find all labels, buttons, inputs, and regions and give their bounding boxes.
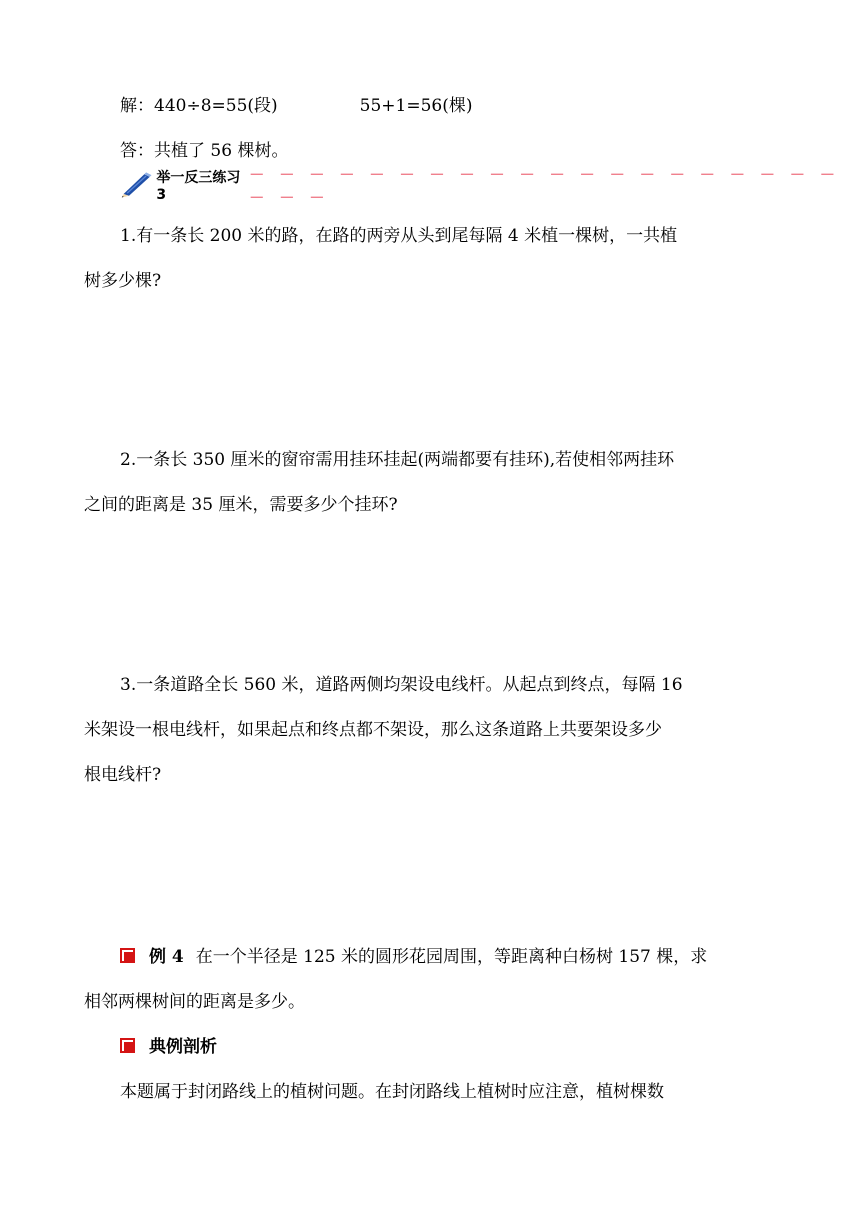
solution-division: 解：440÷8=55(段)	[120, 96, 278, 116]
example-4-label: 例 4	[149, 947, 184, 967]
analysis-line-1: 本题属于封闭路线上的植树问题。在封闭路线上植树时应注意，植树棵数	[120, 1082, 664, 1102]
question-3-line-3: 根电线杆?	[84, 765, 162, 785]
example-4-text: 在一个半径是 125 米的圆形花园周围，等距离种白杨树 157 棵，求	[195, 947, 708, 967]
question-1-line-2: 树多少棵?	[84, 271, 162, 291]
analysis-heading-line	[120, 1035, 217, 1059]
practice-header	[120, 165, 860, 207]
answer-line: 答：共植了 56 棵树。	[120, 141, 289, 161]
practice-divider: － － － － － － － － － － － － － － － － － － － － － － －	[248, 165, 838, 207]
checkbox-icon	[120, 1038, 135, 1053]
question-1-line-1: 1.有一条长 200 米的路，在路的两旁从头到尾每隔 4 米植一棵树，一共植	[120, 226, 678, 246]
analysis-heading: 典例剖析	[149, 1037, 217, 1057]
example-4-line-1	[120, 945, 707, 969]
question-2-line-2: 之间的距离是 35 厘米，需要多少个挂环?	[84, 495, 398, 515]
solution-line	[120, 94, 473, 118]
pencil-icon	[120, 170, 152, 200]
practice-title: 举一反三练习3	[156, 170, 241, 203]
solution-addition: 55+1=56(棵)	[359, 96, 473, 116]
example-4-line-2: 相邻两棵树间的距离是多少。	[84, 992, 305, 1012]
question-3-line-1: 3.一条道路全长 560 米，道路两侧均架设电线杆。从起点到终点，每隔 16	[120, 675, 683, 695]
question-2-line-1: 2.一条长 350 厘米的窗帘需用挂环挂起(两端都要有挂环),若使相邻两挂环	[120, 450, 675, 470]
question-3-line-2: 米架设一根电线杆，如果起点和终点都不架设，那么这条道路上共要架设多少	[84, 720, 662, 740]
checkbox-icon	[120, 948, 135, 963]
